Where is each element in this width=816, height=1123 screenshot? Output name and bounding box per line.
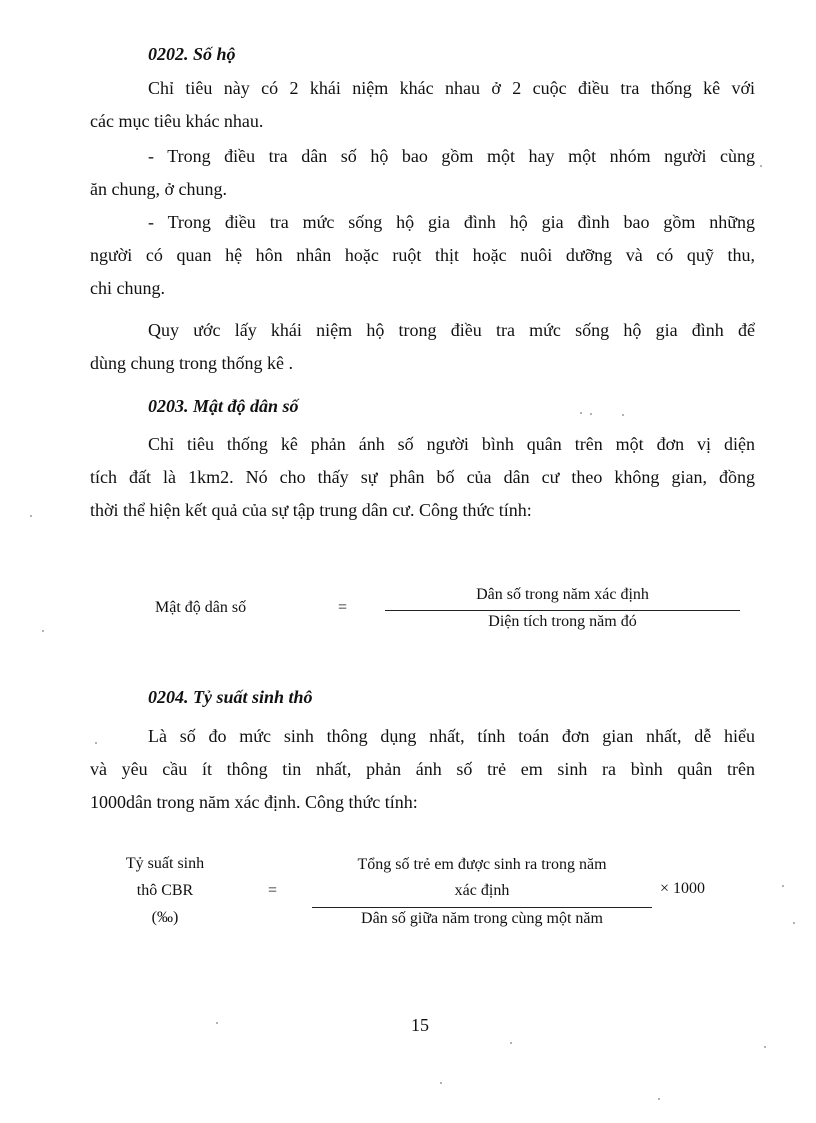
formula-lhs: Mật độ dân số — [155, 599, 247, 616]
fraction-bar — [385, 610, 740, 611]
section-heading-0202: 0202. Số hộ — [148, 44, 236, 64]
scan-speck — [216, 1022, 218, 1024]
scan-speck — [590, 413, 592, 415]
scan-speck — [658, 1098, 660, 1100]
paragraph-0202-census — [90, 140, 755, 206]
paragraph-line: tích đất là 1km2. Nó cho thấy sự phân bố của dân cư theo không gian, đồng — [90, 467, 755, 487]
scan-speck — [95, 742, 97, 744]
formula-numerator-line2: xác định — [454, 882, 510, 899]
paragraph-0202-living-standards — [90, 206, 755, 305]
fraction-bar — [312, 907, 652, 908]
paragraph-line: ăn chung, ở chung. — [90, 179, 227, 199]
formula-numerator-line1: Tổng số trẻ em được sinh ra trong năm — [357, 856, 607, 873]
formula-denominator: Dân số giữa năm trong cùng một năm — [361, 910, 603, 927]
paragraph-0204-definition — [90, 720, 755, 819]
formula-lhs-line1: Tỷ suất sinh — [125, 855, 205, 872]
scan-speck — [764, 1046, 766, 1048]
paragraph-line: dùng chung trong thống kê . — [90, 353, 293, 373]
section-heading-0204: 0204. Tỷ suất sinh thô — [148, 687, 313, 707]
paragraph-line: Chỉ tiêu này có 2 khái niệm khác nhau ở 2 cuộc điều tra thống kê với — [148, 78, 755, 98]
paragraph-line: - Trong điều tra dân số hộ bao gồm một hay một nhóm người cùng — [148, 146, 755, 166]
paragraph-line: Quy ước lấy khái niệm hộ trong điều tra mức sống hộ gia đình để — [148, 320, 755, 340]
paragraph-0202-intro — [90, 72, 755, 138]
paragraph-line: người có quan hệ hôn nhân hoặc ruột thịt hoặc nuôi dưỡng và có quỹ thu, — [90, 245, 755, 265]
formula-lhs-line2: thô CBR — [136, 882, 194, 899]
scan-speck — [580, 412, 582, 414]
scan-speck — [30, 515, 32, 517]
scan-speck — [782, 885, 784, 887]
paragraph-0203-definition — [90, 428, 755, 527]
paragraph-line: 1000dân trong năm xác định. Công thức tính: — [90, 792, 418, 812]
paragraph-line: chi chung. — [90, 278, 165, 298]
formula-multiplier: × 1000 — [660, 880, 706, 897]
scan-speck — [440, 1082, 442, 1084]
scan-speck — [760, 165, 762, 167]
scan-speck — [622, 414, 624, 416]
paragraph-line: các mục tiêu khác nhau. — [90, 111, 264, 131]
paragraph-line: Là số đo mức sinh thông dụng nhất, tính toán đơn gian nhất, dễ hiểu — [148, 726, 755, 746]
paragraph-line: Chỉ tiêu thống kê phản ánh số người bình quân trên một đơn vị diện — [148, 434, 755, 454]
section-heading-0203: 0203. Mật độ dân số — [148, 396, 299, 416]
scan-speck — [42, 630, 44, 632]
paragraph-line: và yêu cầu ít thông tin nhất, phản ánh số trẻ em sinh ra bình quân trên — [90, 759, 755, 779]
scan-speck — [510, 1042, 512, 1044]
page-number: 15 — [411, 1015, 429, 1035]
paragraph-line: - Trong điều tra mức sống hộ gia đình hộ gia đình bao gồm những — [148, 212, 755, 232]
paragraph-line: thời thể hiện kết quả của sự tập trung dân cư. Công thức tính: — [90, 500, 532, 520]
paragraph-0202-convention — [90, 314, 755, 380]
formula-lhs-line3: (‰) — [151, 909, 179, 926]
formula-equals: = — [268, 882, 278, 899]
scan-speck — [793, 922, 795, 924]
formula-numerator: Dân số trong năm xác định — [476, 586, 649, 603]
formula-denominator: Diện tích trong năm đó — [488, 613, 637, 630]
formula-equals: = — [338, 599, 348, 616]
